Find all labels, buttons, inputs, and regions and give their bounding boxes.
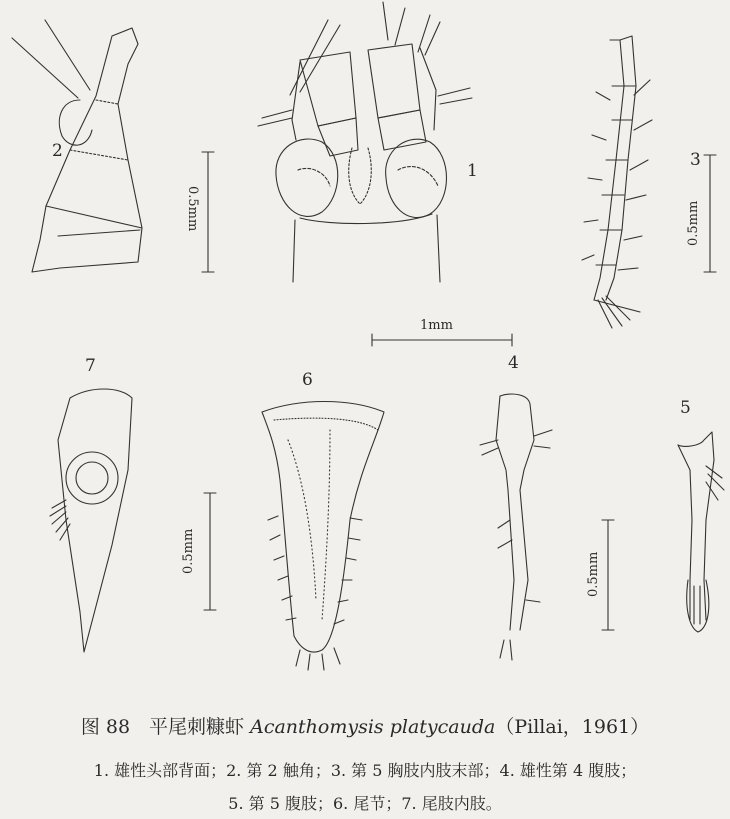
figure-caption-line-2: 5. 第 5 腹肢；6. 尾节；7. 尾肢内肢。	[228, 794, 502, 813]
fig-label-7: 7	[85, 356, 96, 376]
drawing-uropod-endopod	[50, 389, 132, 652]
fig-label-1: 1	[467, 161, 478, 181]
scale-label-fig3: 0.5mm	[686, 200, 701, 246]
fig-label-5: 5	[680, 398, 691, 418]
fig-label-4: 4	[508, 353, 519, 373]
drawing-male-head	[258, 2, 472, 282]
scale-bar-fig45	[602, 520, 614, 630]
scale-label-fig1: 1mm	[420, 318, 453, 333]
fig-label-6: 6	[302, 370, 313, 390]
scale-bar-fig2	[202, 152, 214, 272]
fig-label-2: 2	[52, 141, 63, 161]
drawing-thoracic-endopod	[582, 36, 652, 328]
caption-title-prefix: 图 88 平尾刺糠虾	[80, 716, 251, 738]
caption-title-latin: Acanthomysis platycauda	[250, 716, 496, 738]
scale-bar-fig7	[204, 493, 216, 610]
figure-caption-title	[0, 712, 730, 739]
fig-label-3: 3	[690, 150, 701, 170]
scale-label-fig2: 0.5mm	[185, 186, 200, 232]
drawing-male-fourth-pleopod	[480, 394, 552, 660]
scale-bar-fig3	[704, 155, 716, 272]
scale-label-fig7: 0.5mm	[181, 528, 196, 574]
drawing-second-antenna	[12, 20, 142, 272]
scale-label-fig45: 0.5mm	[586, 551, 601, 597]
drawing-telson	[262, 402, 384, 671]
caption-title-suffix: （Pillai，1961）	[495, 716, 650, 738]
scale-bar-fig1	[372, 334, 512, 346]
figure-caption-line-1: 1. 雄性头部背面；2. 第 2 触角；3. 第 5 胸肢内肢末部；4. 雄性第 4 腹肢；	[93, 761, 637, 780]
drawing-fifth-pleopod	[678, 432, 724, 632]
